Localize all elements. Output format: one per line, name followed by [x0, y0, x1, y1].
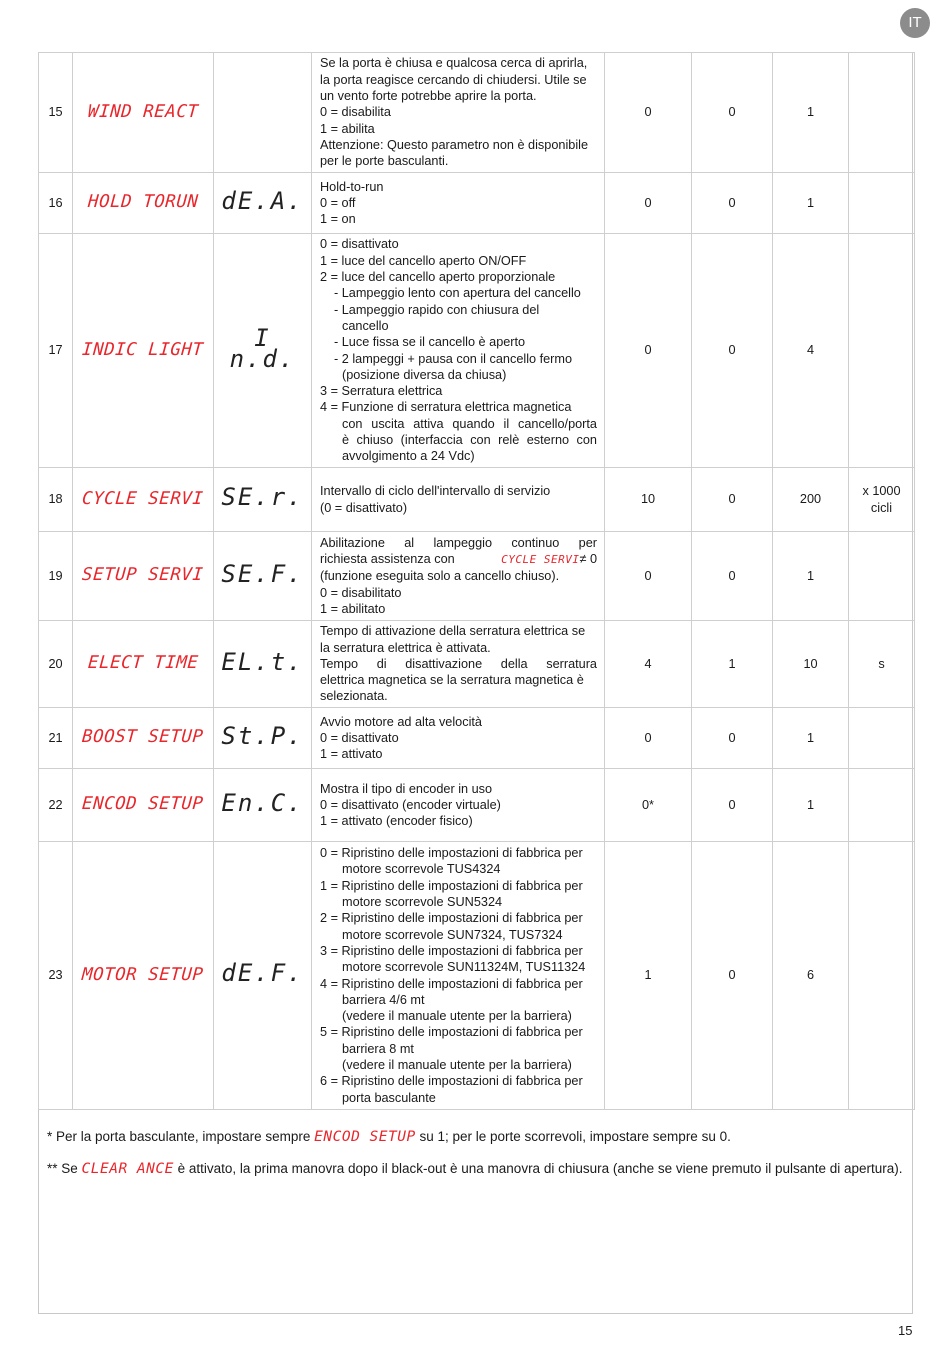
- max-value: 1: [773, 173, 849, 234]
- param-number: 15: [39, 53, 73, 173]
- param-description: Tempo di attivazione della serratura elettrica se la serratura elettrica è attivata. Tempo di disattivazione della serratura elettrica magnetica se la serratura magnetica è selezionata.: [312, 621, 605, 708]
- max-value: 10: [773, 621, 849, 708]
- unit: [849, 173, 915, 234]
- default-value: 0: [605, 532, 692, 621]
- display-code: SE.r.: [214, 468, 312, 532]
- max-value: 4: [773, 234, 849, 468]
- min-value: 0: [692, 234, 773, 468]
- default-value: 0: [605, 234, 692, 468]
- footnote-1: * Per la porta basculante, impostare sempre ENCOD SETUP su 1; per le porte scorrevoli, impostare sempre su 0.: [47, 1129, 731, 1145]
- table-row: [39, 621, 915, 708]
- unit: [849, 53, 915, 173]
- default-value: 4: [605, 621, 692, 708]
- max-value: 1: [773, 532, 849, 621]
- inline-lcd-label: CLEAR ANCE: [81, 1161, 174, 1177]
- lcd-label: SETUP SERVI: [73, 532, 214, 621]
- default-value: 10: [605, 468, 692, 532]
- max-value: 6: [773, 842, 849, 1110]
- display-code: I n.d.: [214, 234, 312, 468]
- inline-lcd-label: ENCOD SETUP: [314, 1129, 416, 1145]
- default-value: 0: [605, 708, 692, 769]
- param-description: Abilitazione al lampeggio continuo per richiesta assistenza con CYCLE SERVI≠ 0 (funzione eseguita solo a cancello chiuso). 0 = disabilitato 1 = abilitato: [312, 532, 605, 621]
- default-value: 1: [605, 842, 692, 1110]
- max-value: 200: [773, 468, 849, 532]
- lcd-label: ELECT TIME: [73, 621, 214, 708]
- lcd-label: ENCOD SETUP: [73, 769, 214, 842]
- lcd-label: WIND REACT: [73, 53, 214, 173]
- param-number: 22: [39, 769, 73, 842]
- table-row: [39, 53, 915, 173]
- min-value: 0: [692, 532, 773, 621]
- unit: [849, 842, 915, 1110]
- parameters-table: [38, 52, 915, 1110]
- param-description: Intervallo di ciclo dell'intervallo di servizio (0 = disattivato): [312, 468, 605, 532]
- param-number: 21: [39, 708, 73, 769]
- min-value: 0: [692, 53, 773, 173]
- min-value: 0: [692, 173, 773, 234]
- param-description: Se la porta è chiusa e qualcosa cerca di aprirla, la porta reagisce cercando di chiudersi. Utile se un vento forte potrebbe aprire la porta. 0 = disabilita 1 = abilita Attenzione: Questo parametro non è disponibile per le porte basculanti.: [312, 53, 605, 173]
- min-value: 0: [692, 468, 773, 532]
- footnotes: [47, 1127, 909, 1191]
- table-row: [39, 234, 915, 468]
- display-code: dE.A.: [214, 173, 312, 234]
- unit: [849, 769, 915, 842]
- param-number: 19: [39, 532, 73, 621]
- param-number: 17: [39, 234, 73, 468]
- footnote-2: ** Se CLEAR ANCE è attivato, la prima manovra dopo il black-out è una manovra di chiusura (anche se viene premuto il pulsante di apertura).: [47, 1161, 903, 1177]
- table-row: [39, 173, 915, 234]
- min-value: 0: [692, 708, 773, 769]
- display-code: SE.F.: [214, 532, 312, 621]
- table-row: [39, 708, 915, 769]
- display-code: dE.F.: [214, 842, 312, 1110]
- language-badge: IT: [900, 8, 930, 38]
- table-row: [39, 468, 915, 532]
- unit: [849, 708, 915, 769]
- min-value: 0: [692, 842, 773, 1110]
- display-code: [214, 53, 312, 173]
- table-row: [39, 842, 915, 1110]
- param-number: 16: [39, 173, 73, 234]
- lcd-label: BOOST SETUP: [73, 708, 214, 769]
- default-value: 0: [605, 53, 692, 173]
- param-description: 0 = disattivato 1 = luce del cancello aperto ON/OFF 2 = luce del cancello aperto proporzionale - Lampeggio lento con apertura del cancello - Lampeggio rapido con chiusura del cancello - Luce fissa se il cancello è aperto - 2 lampeggi + pausa con il cancello fermo (posizione diversa da chiusa) 3 = Serratura elettrica 4 = Funzione di serratura elettrica magnetica con uscita attiva quando il cancello/porta è chiuso (interfaccia con relè esterno con avvolgimento a 24 Vdc): [312, 234, 605, 468]
- max-value: 1: [773, 769, 849, 842]
- inline-lcd-label: CYCLE SERVI: [501, 553, 580, 567]
- page-number: 15: [898, 1323, 913, 1338]
- param-description: Hold-to-run 0 = off 1 = on: [312, 173, 605, 234]
- default-value: 0: [605, 173, 692, 234]
- min-value: 1: [692, 621, 773, 708]
- lcd-label: CYCLE SERVI: [73, 468, 214, 532]
- unit: x 1000 cicli: [849, 468, 915, 532]
- display-code: En.C.: [214, 769, 312, 842]
- min-value: 0: [692, 769, 773, 842]
- default-value: 0*: [605, 769, 692, 842]
- table-row: [39, 532, 915, 621]
- param-description: Avvio motore ad alta velocità 0 = disattivato 1 = attivato: [312, 708, 605, 769]
- param-description: 0 = Ripristino delle impostazioni di fabbrica per motore scorrevole TUS4324 1 = Ripristino delle impostazioni di fabbrica per motore scorrevole SUN5324 2 = Ripristino delle impostazioni di fabbrica per motore scorrevole SUN7324, TUS7324 3 = Ripristino delle impostazioni di fabbrica per motore scorrevole SUN11324M, TUS11324 4 = Ripristino delle impostazioni di fabbrica per barriera 4/6 mt (vedere il manuale utente per la barriera) 5 = Ripristino delle impostazioni di fabbrica per barriera 8 mt (vedere il manuale utente per la barriera) 6 = Ripristino delle impostazioni di fabbrica per porta basculante: [312, 842, 605, 1110]
- display-code: EL.t.: [214, 621, 312, 708]
- param-description: Mostra il tipo di encoder in uso 0 = disattivato (encoder virtuale) 1 = attivato (encoder fisico): [312, 769, 605, 842]
- max-value: 1: [773, 53, 849, 173]
- unit: [849, 234, 915, 468]
- param-number: 18: [39, 468, 73, 532]
- table-row: [39, 769, 915, 842]
- display-code: St.P.: [214, 708, 312, 769]
- max-value: 1: [773, 708, 849, 769]
- param-number: 20: [39, 621, 73, 708]
- lcd-label: HOLD TORUN: [73, 173, 214, 234]
- param-number: 23: [39, 842, 73, 1110]
- unit: s: [849, 621, 915, 708]
- lcd-label: INDIC LIGHT: [73, 234, 214, 468]
- lcd-label: MOTOR SETUP: [73, 842, 214, 1110]
- unit: [849, 532, 915, 621]
